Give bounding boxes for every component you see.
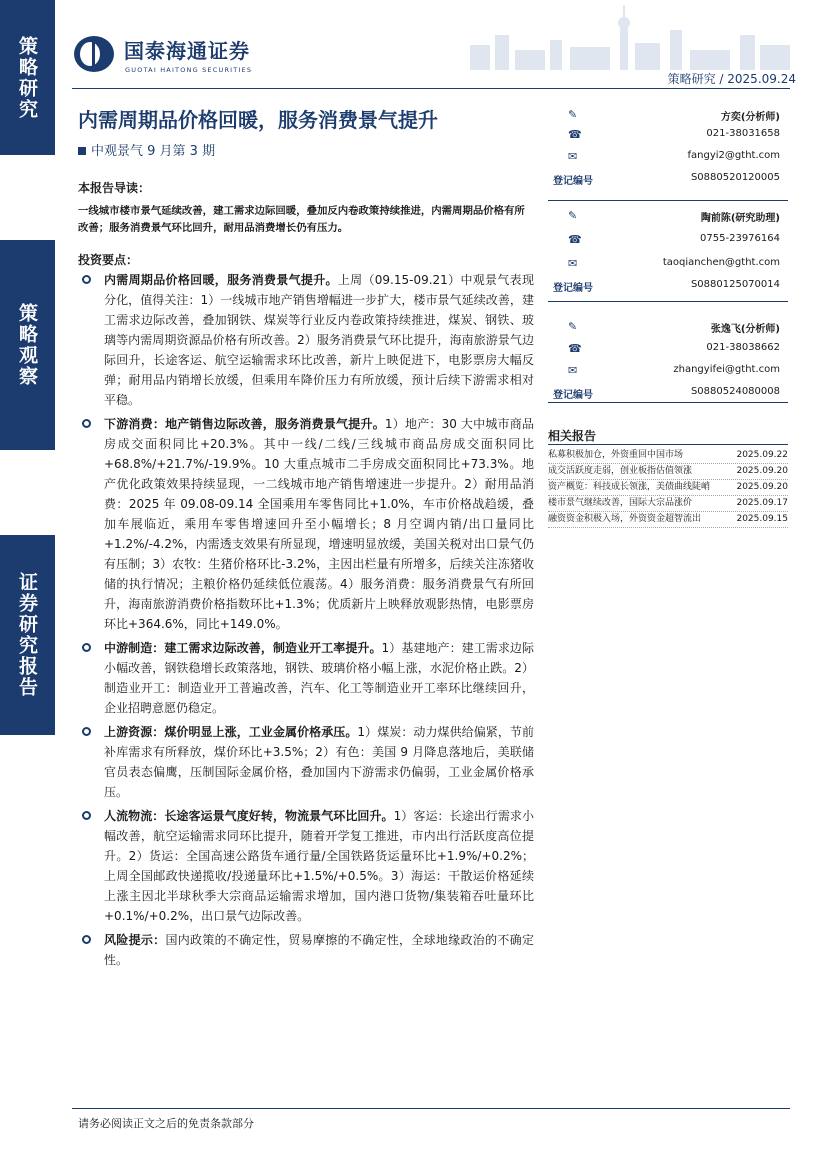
left-sidebar — [0, 0, 55, 1169]
analyst-panel — [548, 100, 788, 403]
disclaimer-footer: 请务必阅读正文之后的免责条款部分 — [78, 1117, 254, 1130]
header-divider — [72, 88, 790, 89]
point-item: 风险提示：国内政策的不确定性，贸易摩擦的不确定性，全球地缘政治的不确定性。 — [78, 930, 534, 970]
mail-icon: ✉ — [568, 257, 578, 270]
sidebar-tag-report-type: 证券研究报告 — [0, 535, 55, 735]
point-item: 下游消费：地产销售边际改善，服务消费景气提升。1）地产：30 大中城市商品房成交面积同比+20.3%。其中一线/二线/三线城市商品房成交面积同比+68.8%/+21.7%/-19.9%。10 大重点城市二手房成交面积同比+73.3%。地产优化政策效果持续显现，一二线城市地产销售增速进一步提升。2）耐用品消费：2025 年 09.08-09.14 全国乘用车零售同比+1.0%，车市价格战趋缓，叠加车展临近，乘用车零售增速回升至小幅增长；8 月空调内销/出口量同比+1.2%/-4.2%，内需透支效果有所显现，增速明显放缓，美国关税对出口景气仍有压制；3）农牧：生猪价格环比-3.2%，主因出栏量有所增多，后续关注冻猪收储的执行情况；主粮价格仍延续低位震荡。4）服务消费：服务消费景气有所回升，海南旅游消费价格指数环比+1.3%；优质新片上映释放观影热情，电影票房环比+364.6%，同比+149.0%。 — [78, 414, 534, 634]
analyst-phone: 0755-23976164 — [700, 233, 780, 244]
pen-icon: ✎ — [568, 108, 578, 121]
analyst-card — [548, 201, 788, 302]
analyst-phone: 021-38038662 — [706, 342, 780, 353]
guide-heading: 本报告导读： — [78, 181, 151, 195]
analyst-card — [548, 302, 788, 403]
point-item: 中游制造：建工需求边际改善，制造业开工率提升。1）基建地产：建工需求边际小幅改善，钢铁稳增长政策落地，钢铁、玻璃价格小幅上涨，水泥价格止跌。2）制造业开工：制造业开工普遍改善，汽车、化工等制造业开工率环比继续回升，企业招聘意愿仍稳定。 — [78, 638, 534, 718]
related-report-item[interactable]: 成交活跃度走弱，创业板指估值领涨 2025.09.20 — [548, 464, 788, 480]
pen-icon: ✎ — [568, 320, 578, 333]
report-subtitle: 中观景气 9 月第 3 期 — [78, 140, 215, 159]
circle-bullet-icon — [82, 935, 91, 944]
logo-icon — [72, 34, 116, 74]
related-divider — [548, 444, 788, 445]
square-bullet-icon — [78, 147, 86, 155]
company-logo — [72, 34, 252, 74]
analyst-registration: S0880125070014 — [690, 279, 780, 290]
analyst-name: 方奕(分析师) — [720, 112, 780, 123]
related-report-item[interactable]: 私募积极加仓，外资重回中国市场 2025.09.22 — [548, 448, 788, 464]
related-report-item[interactable]: 资产概览：科技成长领涨，美债曲线陡峭 2025.09.20 — [548, 480, 788, 496]
circle-bullet-icon — [82, 275, 91, 284]
report-category-date: 策略研究 / 2025.09.24 — [667, 72, 796, 86]
registration-label: 登记编号 — [553, 390, 593, 401]
footer-divider — [72, 1108, 790, 1109]
registration-label: 登记编号 — [553, 176, 593, 187]
analyst-email[interactable]: fangyi2@gtht.com — [687, 150, 780, 161]
analyst-registration: S0880524080008 — [690, 386, 780, 397]
related-reports-heading: 相关报告 — [548, 429, 597, 443]
phone-icon: ☎ — [568, 128, 582, 141]
point-item: 内需周期品价格回暖，服务消费景气提升。上周（09.15-09.21）中观景气表现分化，值得关注：1）一线城市地产销售增幅进一步扩大，楼市景气延续改善，建工需求边际改善，叠加钢铁、煤炭等行业反内卷政策持续推进，煤炭、钢铁、玻璃等内需周期资源品价格有所改善。2）服务消费景气环比提升，海南旅游景气边际回升，长途客运、航空运输需求环比改善，新片上映促进下，电影票房大幅反弹；耐用品内销增长放缓，但乘用车降价压力有所放缓，预计后续下游需求相对平稳。 — [78, 270, 534, 410]
logo-english-name: GUOTAI HAITONG SECURITIES — [125, 65, 253, 74]
phone-icon: ☎ — [568, 342, 582, 355]
analyst-card — [548, 100, 788, 201]
registration-label: 登记编号 — [553, 283, 593, 294]
pen-icon: ✎ — [568, 209, 578, 222]
analyst-email[interactable]: zhangyifei@gtht.com — [673, 364, 780, 375]
mail-icon: ✉ — [568, 364, 578, 377]
logo-chinese-name: 国泰海通证券 — [124, 38, 250, 63]
analyst-phone: 021-38031658 — [706, 128, 780, 139]
related-report-item[interactable]: 楼市景气继续改善，国际大宗品涨价 2025.09.17 — [548, 496, 788, 512]
phone-icon: ☎ — [568, 233, 582, 246]
investment-points — [78, 270, 534, 970]
guide-text: 一线城市楼市景气延续改善，建工需求边际回暖，叠加反内卷政策持续推进，内需周期品价格有所改善；服务消费景气环比回升，耐用品消费增长仍有压力。 — [78, 205, 525, 234]
related-report-item[interactable]: 融资资金积极入场，外资资金超智流出 2025.09.15 — [548, 512, 788, 528]
report-title: 内需周期品价格回暖，服务消费景气提升 — [78, 108, 438, 132]
point-item: 上游资源：煤价明显上涨，工业金属价格承压。1）煤炭：动力煤供给偏紧，节前补库需求有所释放，煤价环比+3.5%；2）有色：美国 9 月降息落地后，美联储官员表态偏鹰，压制国际金属价格，叠加国内下游需求仍偏弱，工业金属价格承压。 — [78, 722, 534, 802]
sidebar-tag-observation: 策略观察 — [0, 240, 55, 450]
circle-bullet-icon — [82, 811, 91, 820]
mail-icon: ✉ — [568, 150, 578, 163]
analyst-registration: S0880520120005 — [690, 172, 780, 183]
sidebar-tag-strategy: 策略研究 — [0, 0, 55, 155]
analyst-name: 陶前陈(研究助理) — [700, 213, 780, 224]
circle-bullet-icon — [82, 419, 91, 428]
related-reports-list — [548, 448, 788, 528]
point-item: 人流物流：长途客运景气度好转，物流景气环比回升。1）客运：长途出行需求小幅改善，航空运输需求同环比提升，随着开学复工推进，市内出行活跃度高位提升。2）货运：全国高速公路货车通行量/全国铁路货运量环比+1.9%/+0.2%；上周全国邮政快递揽收/投递量环比+1.5%/+0.5%。3）海运：干散运价格延续上涨主因北半球秋季大宗商品运输需求增加，国内港口货物/集装箱吞吐量环比+0.1%/+0.2%，出口景气边际改善。 — [78, 806, 534, 926]
skyline-graphic — [440, 5, 820, 70]
circle-bullet-icon — [82, 727, 91, 736]
analyst-name: 张逸飞(分析师) — [710, 324, 780, 335]
points-heading: 投资要点： — [78, 253, 139, 267]
circle-bullet-icon — [82, 643, 91, 652]
analyst-email[interactable]: taoqianchen@gtht.com — [662, 257, 780, 268]
